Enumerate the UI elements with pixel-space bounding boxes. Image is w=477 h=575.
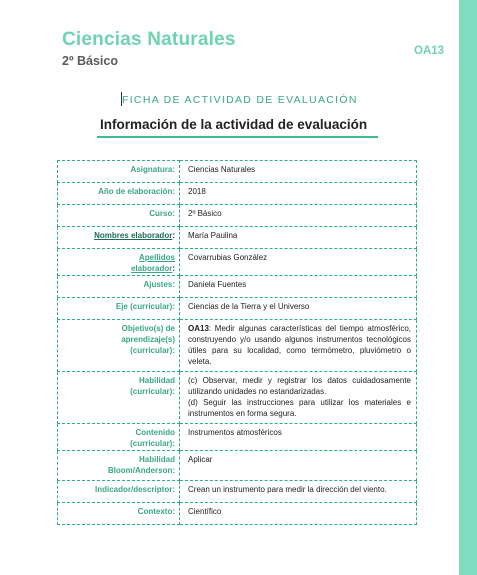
row-label [58,320,180,372]
row-label [58,372,180,424]
row-value: Daniela Fuentes [180,276,417,298]
row-label [58,424,180,451]
contenido-label-line1: Contenido [135,428,175,437]
objetivo-label-line1: Objetivo(s) de [121,324,175,333]
bloom-label-line1: Habilidad [138,455,175,464]
section-underline [97,136,378,138]
bloom-label-line2: Bloom/Anderson: [107,466,175,475]
table-row [58,320,417,372]
habilidad-text-c: (c) Observar, medir y registrar los datos cuidadosamente utilizando unidades no estandarizadas. [188,376,411,396]
row-value: 2º Básico [180,205,417,227]
table-row [58,205,417,227]
table-row [58,276,417,298]
row-value [180,372,417,424]
table-row [58,481,417,503]
row-label [58,249,180,276]
nombres-colon: : [172,231,175,240]
habilidad-label-line2: (curricular): [130,387,175,396]
table-row [58,372,417,424]
habilidad-text-d: (d) Seguir las instrucciones para utilizar los materiales e instrumentos en forma segura. [188,398,411,418]
row-label: Curso: [58,205,180,227]
subject-heading: Ciencias Naturales [62,29,236,50]
apellidos-label-line1: Apellidos [138,253,175,262]
objetivo-label-line2: aprendizaje(s) [121,335,175,344]
ficha-title: FICHA DE ACTIVIDAD DE EVALUACIÓN [122,94,358,106]
row-label [58,227,180,249]
row-label: Eje (curricular): [58,298,180,320]
objetivo-label-line3: (curricular): [130,346,175,355]
table-row [58,227,417,249]
row-value: Instrumentos atmosféricos [180,424,417,451]
nombres-label: Nombres elaborador [94,231,173,240]
grade-heading: 2º Básico [62,54,118,68]
objetivo-code: OA13 [188,324,209,333]
row-label: Asignatura: [58,161,180,183]
row-value: Ciencias de la Tierra y el Universo [180,298,417,320]
objetivo-text: : Medir algunas características del tiempo atmosférico, construyendo y/o usando algunos instrumentos tecnológicos útiles para su localidad, como termómetro, pluviómetro o veleta. [188,324,411,366]
row-value: Covarrubias González [180,249,417,276]
section-title: Información de la actividad de evaluación [100,117,368,132]
activity-info-table [57,160,417,525]
row-label: Ajustes: [58,276,180,298]
row-value: Científico [180,503,417,525]
apellidos-label-line2: elaborador [130,264,173,273]
table-row [58,298,417,320]
row-value: Crean un instrumento para medir la dirección del viento. [180,481,417,503]
row-label: Contexto: [58,503,180,525]
row-value: Aplicar [180,451,417,481]
oa-code-label: OA13 [414,45,445,57]
table-row [58,424,417,451]
table-row [58,451,417,481]
table-row [58,249,417,276]
row-value: 2018 [180,183,417,205]
row-value: Ciencias Naturales [180,161,417,183]
row-value [180,320,417,372]
row-label: Año de elaboración: [58,183,180,205]
habilidad-label-line1: Habilidad [138,376,175,385]
page-side-band [459,0,477,575]
row-value: María Paulina [180,227,417,249]
row-label [58,451,180,481]
table-row [58,183,417,205]
row-label: Indicador/descriptor: [58,481,180,503]
apellidos-colon: : [172,264,175,273]
table-row [58,161,417,183]
table-row [58,503,417,525]
contenido-label-line2: (curricular): [130,439,175,448]
